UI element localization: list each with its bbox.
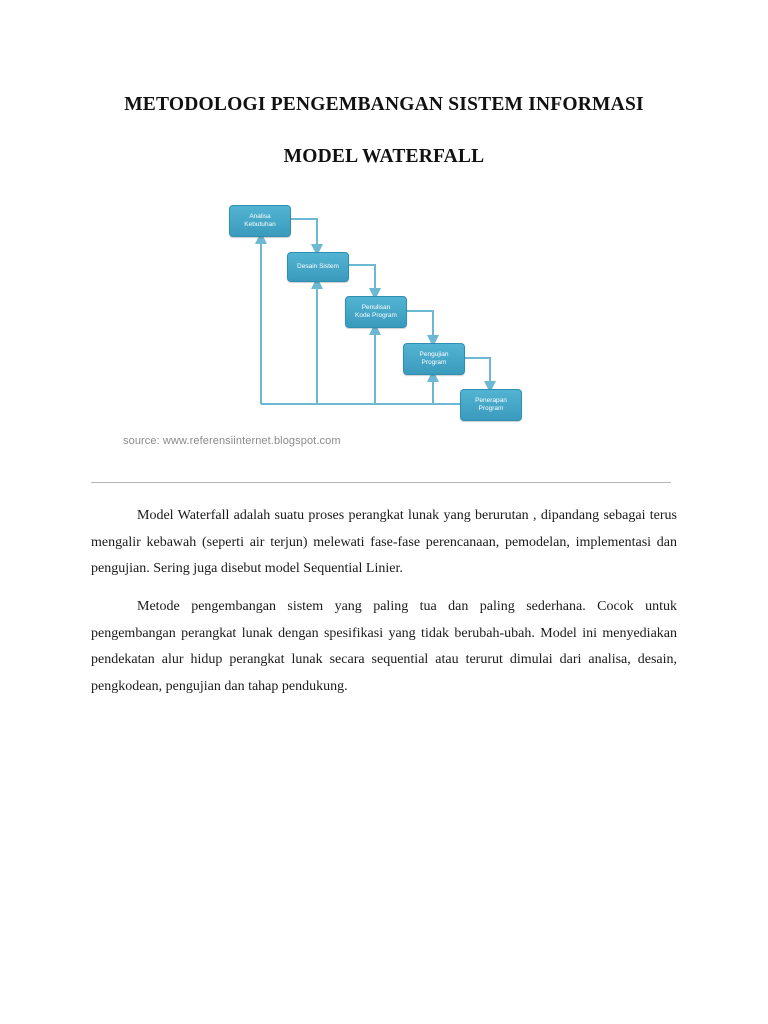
stage-label-line1: Penerapan <box>475 397 507 404</box>
arrow-stage-4-to-5 <box>463 358 490 387</box>
stage-penerapan-program <box>460 389 522 421</box>
body-paragraph-1: Model Waterfall adalah suatu proses perangkat lunak yang berurutan , dipandang sebagai terus mengalir kebawah (seperti air terjun) melewati fase-fase perencanaan, pemodelan, implementasi dan pengujian. Sering juga disebut model Sequential Linier. <box>91 508 677 576</box>
body-paragraph-2: Metode pengembangan sistem yang paling tua dan paling sederhana. Cocok untuk pengembangan perangkat lunak dengan spesifikasi yang tidak berubah-ubah. Model ini menyediakan pendekatan alur hidup perangkat lunak secara sequential atau terurut dimulai dari analisa, desain, pengkodean, pengujian dan tahap pendukung. <box>91 599 677 694</box>
arrow-stage-2-to-3 <box>347 265 375 294</box>
stage-label-line2: Program <box>421 359 447 366</box>
stage-pengujian-program <box>403 343 465 375</box>
stage-label-line1: Desain Sistem <box>297 263 339 270</box>
stage-label-line1: Analisa <box>249 213 271 220</box>
arrow-stage-1-to-2 <box>289 219 317 250</box>
stage-penulisan-kode-program <box>345 296 407 328</box>
stage-label-line1: Pengujian <box>419 351 449 358</box>
stage-analisa-kebutuhan <box>229 205 291 237</box>
stage-desain-sistem <box>287 252 349 282</box>
horizontal-divider <box>91 482 671 483</box>
stage-label-line2: Kode Program <box>355 312 397 319</box>
document-subtitle: MODEL WATERFALL <box>283 146 485 167</box>
stage-label-line2: Kebutuhan <box>244 221 276 228</box>
stage-label-line2: Program <box>478 405 504 412</box>
waterfall-connectors <box>115 195 545 465</box>
stage-label-line1: Penulisan <box>361 304 391 311</box>
document-title: METODOLOGI PENGEMBANGAN SISTEM INFORMASI <box>124 94 644 115</box>
diagram-source-caption: source: www.referensiinternet.blogspot.com <box>123 435 341 447</box>
waterfall-diagram <box>115 195 545 465</box>
arrow-stage-3-to-4 <box>405 311 433 341</box>
